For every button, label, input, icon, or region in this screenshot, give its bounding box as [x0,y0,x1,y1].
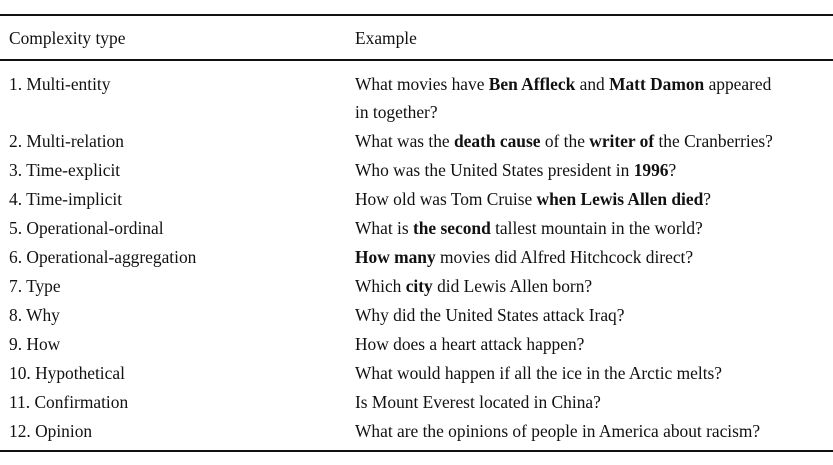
example-line [355,214,825,242]
example-text: Which [355,276,406,296]
example-line [355,359,825,387]
example-cell [355,330,825,358]
header-example: Example [355,28,417,48]
example-line [355,156,825,184]
complexity-type-cell: 10. Hypothetical [9,363,125,383]
example-text: and [575,74,610,94]
table-top-rule [0,14,833,16]
example-emphasis: death cause [454,131,541,151]
example-text: How does a heart attack happen? [355,334,585,354]
example-cell [355,301,825,329]
example-line [355,70,825,98]
example-line [355,417,825,445]
complexity-type-cell: 9. How [9,334,61,354]
header-complexity-type: Complexity type [9,28,126,48]
example-text: What was the [355,131,454,151]
example-emphasis: Matt Damon [609,74,705,94]
example-cell [355,127,825,155]
complexity-type-cell: 12. Opinion [9,421,93,441]
complexity-type-cell: 2. Multi-relation [9,131,124,151]
complexity-type-cell: 1. Multi-entity [9,74,111,94]
example-text: ? [703,189,711,209]
example-cell [355,243,825,271]
example-line [355,301,825,329]
example-text: the Cranberries? [654,131,773,151]
complexity-type-cell: 5. Operational-ordinal [9,218,164,238]
example-text: in together? [355,102,438,122]
example-text: Who was the United States president in [355,160,634,180]
example-text: What is [355,218,413,238]
example-text: appeared [704,74,772,94]
complexity-type-cell: 7. Type [9,276,61,296]
example-line [355,243,825,271]
example-text: ? [668,160,677,180]
example-emphasis: 1996 [633,160,669,180]
example-text: of the [540,131,590,151]
example-text: did Lewis Allen born? [432,276,593,296]
example-cell [355,272,825,300]
example-text: movies did Alfred Hitchcock direct? [435,247,694,267]
example-line [355,272,825,300]
complexity-type-cell: 4. Time-implicit [9,189,123,209]
example-text: Why did the United States attack Iraq? [355,305,625,325]
example-text: What would happen if all the ice in the Arctic melts? [355,363,723,383]
example-line [355,127,825,155]
example-cell [355,359,825,387]
complexity-type-cell: 6. Operational-aggregation [9,247,197,267]
example-cell [355,214,825,242]
table-header-rule [0,59,833,61]
complexity-type-cell: 3. Time-explicit [9,160,121,180]
example-cell [355,185,825,213]
example-line [355,185,825,213]
example-emphasis: Ben Affleck [488,74,576,94]
example-line [355,98,825,126]
complexity-type-cell: 8. Why [9,305,60,325]
example-emphasis: when Lewis Allen died [536,189,704,209]
table-bottom-rule [0,450,833,452]
example-emphasis: the second [412,218,491,238]
example-line [355,388,825,416]
example-cell [355,70,825,126]
example-cell [355,156,825,184]
example-cell [355,417,825,445]
example-text: What are the opinions of people in America about racism? [355,421,761,441]
example-line [355,330,825,358]
example-text: How old was Tom Cruise [355,189,537,209]
example-emphasis: writer of [589,131,655,151]
complexity-type-cell: 11. Confirmation [9,392,129,412]
example-text: Is Mount Everest located in China? [355,392,601,412]
example-cell [355,388,825,416]
example-emphasis: How many [355,247,436,267]
example-emphasis: city [405,276,433,296]
example-text: tallest mountain in the world? [490,218,703,238]
example-text: What movies have [355,74,489,94]
